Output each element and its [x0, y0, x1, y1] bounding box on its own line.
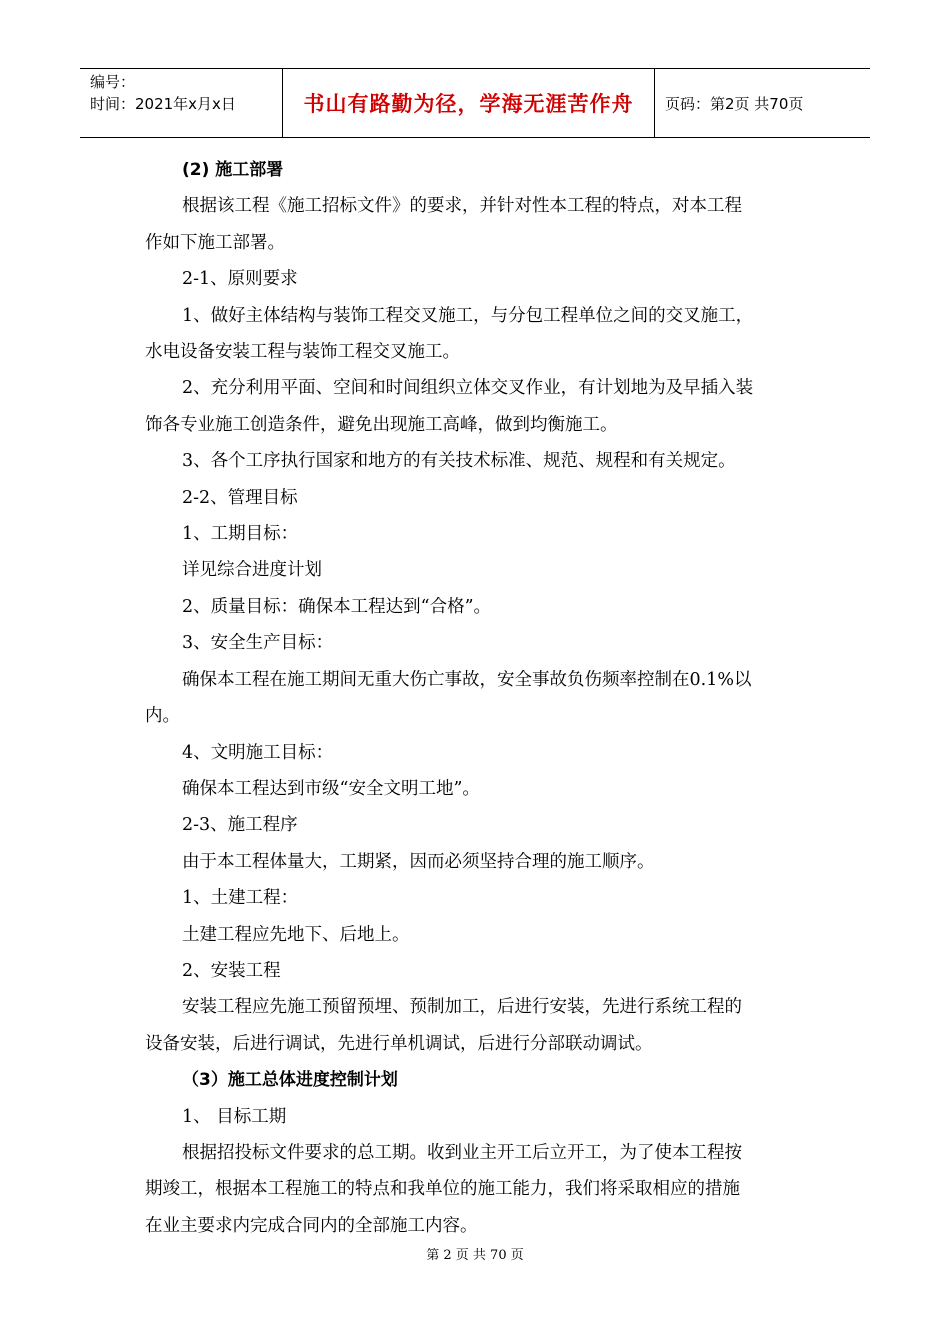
- body-line: 3、安全生产目标：: [182, 633, 334, 654]
- section-heading: （3）施工总体进度控制计划: [182, 1070, 398, 1091]
- body-line: 1、做好主体结构与装饰工程交叉施工，与分包工程单位之间的交叉施工，: [182, 305, 754, 326]
- header-motto: 书山有路勤为径，学海无涯苦作舟: [303, 92, 634, 116]
- body-line: 1、 目标工期: [182, 1106, 287, 1127]
- body-line: 2-1、原则要求: [182, 269, 298, 290]
- body-line: 土建工程应先地下、后地上。: [182, 924, 410, 945]
- body-line: 期竣工，根据本工程施工的特点和我单位的施工能力，我们将采取相应的措施: [145, 1179, 740, 1200]
- body-line: 1、土建工程：: [182, 888, 299, 909]
- body-line: 2、安装工程: [182, 960, 281, 981]
- body-line: 水电设备安装工程与装饰工程交叉施工。: [145, 342, 460, 363]
- body-line: 3、各个工序执行国家和地方的有关技术标准、规范、规程和有关规定。: [182, 451, 736, 472]
- body-line: 由于本工程体量大，工期紧，因而必须坚持合理的施工顺序。: [182, 851, 655, 872]
- body-line: 4、文明施工目标：: [182, 742, 334, 763]
- body-line: 2、质量目标：确保本工程达到“合格”。: [182, 596, 492, 617]
- document-number-label: 编号：: [90, 73, 136, 91]
- body-line: 在业主要求内完成合同内的全部施工内容。: [145, 1215, 478, 1236]
- body-line: 2-2、管理目标: [182, 487, 298, 508]
- body-line: 2、充分利用平面、空间和时间组织立体交叉作业，有计划地为及早插入装: [182, 378, 754, 399]
- header-table: [80, 68, 870, 138]
- body-line: 安装工程应先施工预留预埋、预制加工，后进行安装，先进行系统工程的: [182, 997, 742, 1018]
- body-line: 饰各专业施工创造条件，避免出现施工高峰，做到均衡施工。: [145, 414, 618, 435]
- body-line: 根据招投标文件要求的总工期。收到业主开工后立开工，为了使本工程按: [182, 1142, 742, 1163]
- document-date-label: 时间：2021年x月x日: [90, 95, 236, 113]
- body-line: 内。: [145, 706, 180, 727]
- page-footer: [0, 1244, 950, 1263]
- body-line: 设备安装，后进行调试，先进行单机调试，后进行分部联动调试。: [145, 1033, 653, 1054]
- body-line: 详见综合进度计划: [182, 560, 322, 581]
- body-line: 作如下施工部署。: [145, 232, 285, 253]
- body-line: 确保本工程在施工期间无重大伤亡事故，安全事故负伤频率控制在0.1%以: [182, 669, 752, 690]
- header-page-cell: [655, 69, 870, 137]
- header-left-cell: [80, 69, 283, 137]
- body-line: 2-3、施工程序: [182, 815, 298, 836]
- body-line: 确保本工程达到市级“安全文明工地”。: [182, 778, 480, 799]
- footer-page-number: 第 2 页 共 70 页: [426, 1248, 524, 1263]
- section-heading: (2) 施工部署: [182, 160, 284, 180]
- body-line: 根据该工程《施工招标文件》的要求，并针对性本工程的特点，对本工程: [182, 196, 742, 217]
- header-motto-cell: [283, 69, 655, 137]
- body-line: 1、工期目标：: [182, 524, 299, 545]
- document-body: [145, 152, 810, 1244]
- header-page-label: 页码：第2页 共70页: [665, 94, 804, 113]
